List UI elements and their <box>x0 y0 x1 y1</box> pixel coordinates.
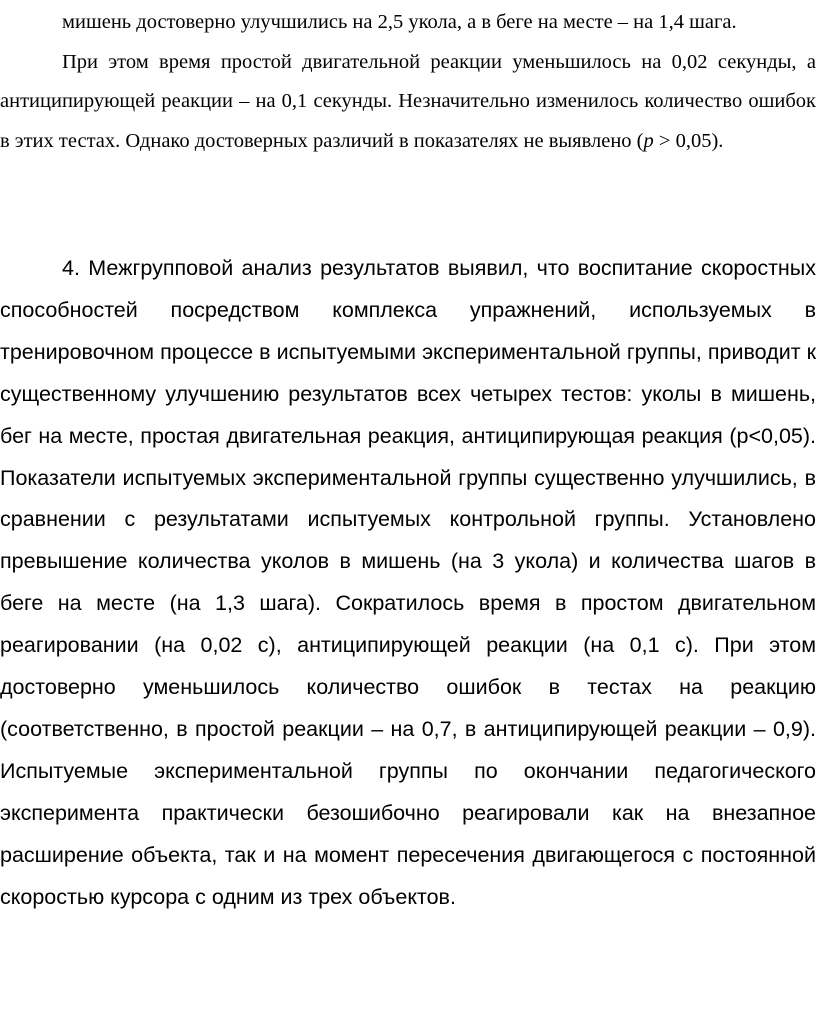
paragraph-2-text-b: > 0,05). <box>653 129 724 152</box>
paragraph-intergroup-analysis <box>0 248 816 919</box>
paragraph-3-text: 4. Межгрупповой анализ результатов выявил, что воспитание скоростных способностей посредством комплекса упражнений, используемых в тренировочном процессе в испытуемыми экспериментальной группы, приводит к существенному улучшению результатов всех четырех тестов: уколы в мишень, бег на месте, простая двигательная реакция, антиципирующая реакция (p<0,05). Показатели испытуемых экспериментальной группы существенно улучшились, в сравнении с результатами испытуемых контрольной группы. Установлено превышение количества уколов в мишень (на 3 укола) и количества шагов в беге на месте (на 1,3 шага). Сократилось время в простом двигательном реагировании (на 0,02 с), антиципирующей реакции (на 0,1 с). При этом достоверно уменьшилось количество ошибок в тестах на реакцию (соответственно, в простой реакции – на 0,7, в антиципирующей реакции – 0,9). Испытуемые экспериментальной группы по окончании педагогического эксперимента практически безошибочно реагировали как на внезапное расширение объекта, так и на момент пересечения двигающегося с постоянной скоростью курсора с одним из трех объектов. <box>0 256 816 909</box>
p-value-symbol: p <box>643 129 654 152</box>
paragraph-continuation <box>0 0 816 43</box>
sans-text-block <box>0 248 816 919</box>
paragraph-2-text-a: При этом время простой двигательной реакции уменьшилось на 0,02 секунды, а антиципирующей реакции – на 0,1 секунды. Незначительно изменилось количество ошибок в этих тестах. Однако достоверных различий в показателях не выявлено ( <box>0 50 816 152</box>
serif-text-block <box>0 0 816 161</box>
paragraph-reaction-time <box>0 43 816 162</box>
paragraph-1-text: мишень достоверно улучшились на 2,5 укола, а в беге на месте – на 1,4 шага. <box>62 11 737 33</box>
